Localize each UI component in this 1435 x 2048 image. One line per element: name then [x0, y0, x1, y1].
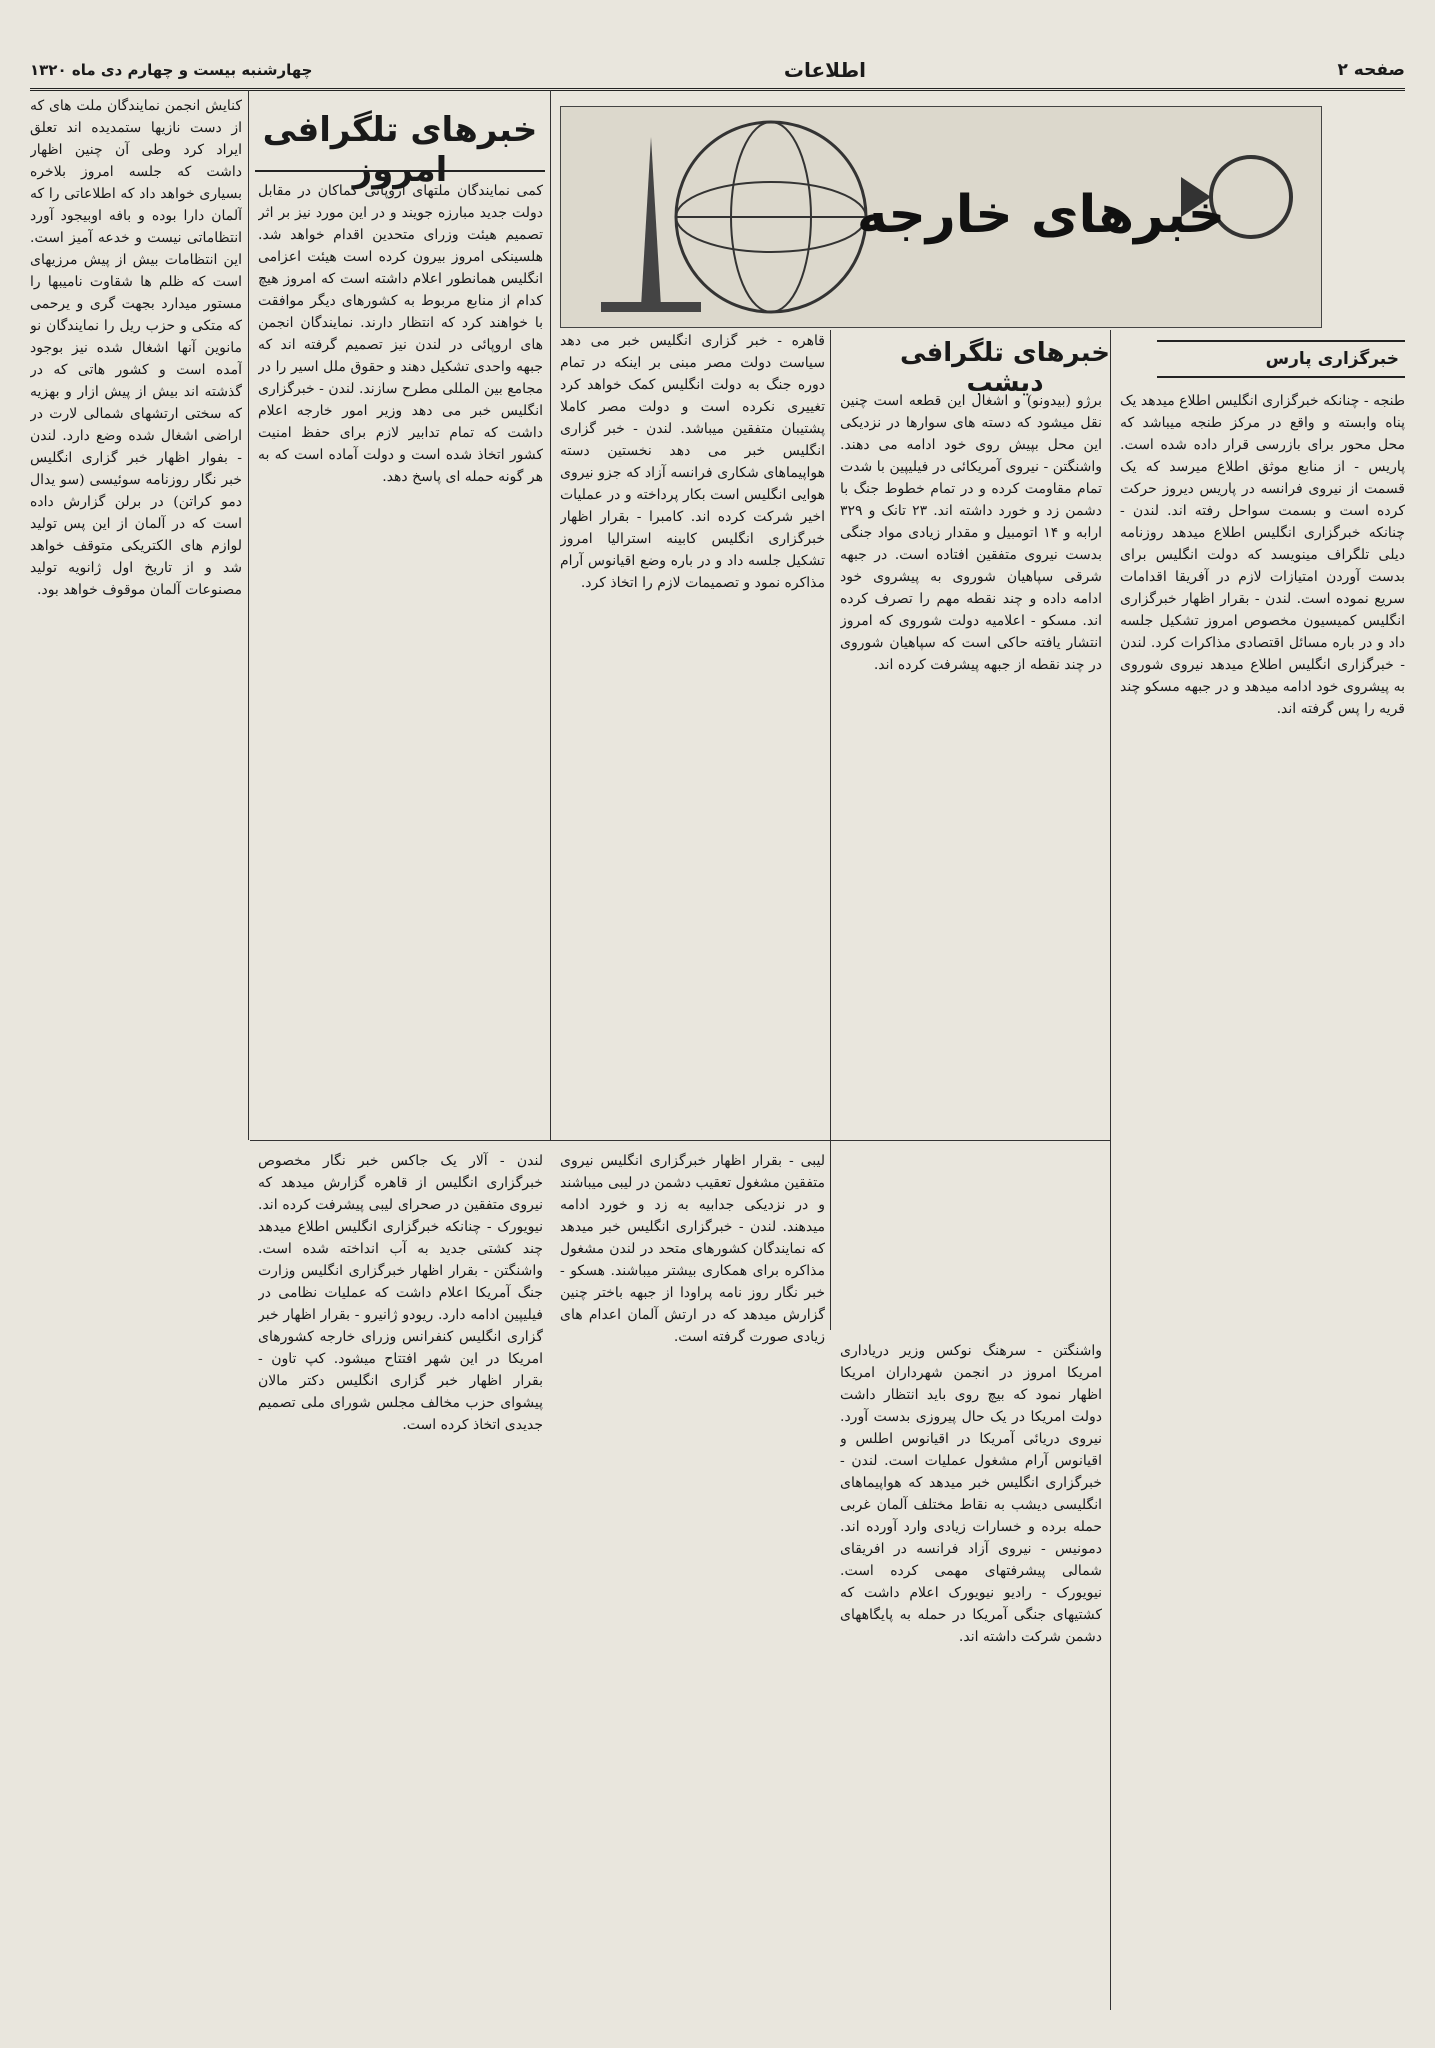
banner-title: خبرهای خارجه [856, 185, 1226, 245]
column-right [1120, 390, 1405, 2020]
article-text: کمی نمایندگان ملتهای اروپائی کماکان در مقابل دولت جدید مبارزه جویند و در این مورد نیز بر اثر تصمیم هیئت وزرای متحدین اقدام خواهد شد. هلسینکی امروز بیرون کرده است هیئت اعزامی انگلیس همانطور اعلام داشته است که امروز هیچ کدام از منابع مربوط به کشورهای دیگر موافقت با خواهند کرد که انتظار دارند. نمایندگان انجمن های اروپائی در لندن نیز تصمیم گرفته اند که جبهه واحدی تشکیل دهند و حقوق ملل اسیر را در مجامع بین المللی مطرح سازند. لندن - خبرگزاری انگلیس خبر می دهد وزیر امور خارجه اعلام داشت که تمام تدابیر لازم برای حفظ امنیت کشور اتخاذ شده است و دولت آماده است که به هر گونه حمله ای پاسخ دهد. [258, 183, 543, 485]
issue-date: چهارشنبه بیست و چهارم دی ماه ۱۳۲۰ [30, 61, 313, 79]
pars-agency-label: خبرگزاری پارس [1157, 340, 1405, 378]
last-night-cable-news-headline: خبرهای تلگرافی دیشب [899, 338, 1111, 398]
bottom-column-1 [258, 1150, 543, 2020]
article-text: واشنگتن - سرهنگ نوکس وزیر دریاداری امریکا امروز در انجمن شهرداران امریکا اظهار نمود که بیچ روی باید انتظار داشت دولت امریکا در یک حال پیروزی بدست آورد. نیروی دریائی آمریکا در اقیانوس اطلس و اقیانوس آرام مشغول عملیات است. لندن - خبرگزاری انگلیس خبر میدهد که هواپیماهای انگلیسی دیشب به نقاط مختلف آلمان غربی حمله برده و خسارات زیادی وارد آورده اند. دمونیس - نیروی آزاد فرانسه در افریقای شمالی پیشرفتهای مهمی کرده است. نیویورک - رادیو نیویورک اعلام داشت که کشتیهای جنگی آمریکا در حمله به پایگاههای دشمن شرکت داشته اند. [840, 1343, 1102, 1645]
todays-cable-news-headline: خبرهای تلگرافی امروز [255, 110, 545, 172]
page-number: صفحه ۲ [1337, 60, 1405, 80]
column-far-left [30, 95, 242, 2025]
column-rule [830, 330, 831, 1330]
article-text: قاهره - خبر گزاری انگلیس خبر می دهد سیاست دولت مصر مبنی بر اینکه در تمام دوره جنگ به دولت انگلیس کمک خواهد کرد تغییری نکرده است و دولت مصر کاملا پشتیبان متفقین میباشد. لندن - خبر گزاری انگلیس خبر می دهد نخستین دسته هواپیماهای شکاری فرانسه آزاد که جزو نیروی هوایی انگلیس است بکار پرداخته و در عملیات اخیر شرکت کرده اند. کامبرا - بقرار اظهار خبرگزاری انگلیس کابینه استرالیا امروز تشکیل جلسه داد و در باره وضع اقیانوس آرام مذاکره نمود و تصمیمات لازم را اتخاذ کرد. [560, 333, 825, 591]
article-text: کنایش انجمن نمایندگان ملت های که از دست نازیها ستمدیده اند تعلق ایراد کرد وطی آن چنین اظهار داشت که جلسه امروز بلاخره بسیاری خواهد داد که اطلاعاتی را که آلمان دارا بوده و بافه اوبیجود آورد انتظاماتی نیست و خدعه آمیز است. این انتظامات بیش از پیش مرزیهای است که ظلم ها شقاوت نامیبها را مستور میدارد بجهت گری و یرحمی که متکی و حزب ریل را نمایندگان نو مانوین آنها اشغال شده نیز بوجود آمده است و کشور هاتی که در گذشته اند بیش از پیش ازار و بهزیه که سختی ارتشهای شمالی لارت در اراضی اشغال شده وضع دارد. لندن - بفوار اظهار خبر گزاری انگلیس خبر نگار روزنامه سوئیسی (سو یدال دمو کراتن) در برلن گزارش داده است که در آلمان از این پس تولید لوازم های الکتریکی متوقف خواهد شد و از تاریخ اول ژانویه تولید مصنوعات آلمان موقوف خواهد بود. [30, 98, 242, 598]
foreign-news-banner [560, 106, 1322, 328]
column-rule [248, 90, 249, 1140]
column-b [258, 180, 543, 1130]
article-text: لیبی - بقرار اظهار خبرگزاری انگلیس نیروی متفقین مشغول تعقیب دشمن در لیبی میباشند و در نزدیکی جدابیه به زد و خورد ادامه میدهند. لندن - خبرگزاری انگلیس خبر میدهد که نمایندگان کشورهای متحد در لندن مشغول مذاکره برای همکاری بیشتر میباشند. هسکو - خبر نگار روز نامه پراودا از جبهه باختر چنین گزارش میدهد که در ارتش آلمان اعدام های زیادی صورت گرفته است. [560, 1153, 825, 1345]
column-rule [550, 90, 551, 1140]
column-e [840, 1340, 1102, 2020]
article-text: لندن - آلار یک جاکس خبر نگار مخصوص خبرگزاری انگلیس از قاهره گزارش میدهد که نیروی متفقین در صحرای لیبی پیشرفت کرده اند. نیویورک - چنانکه خبرگزاری انگلیس اطلاع میدهد چند کشتی جدید به آب انداخته شده است. واشنگتن - بقرار اظهار خبرگزاری انگلیس وزارت جنگ آمریکا اعلام داشت که عملیات نظامی در فیلیپین ادامه دارد. ریودو ژانیرو - بقرار اظهار خبر گزاری انگلیس کنفرانس وزرای خارجه کشورهای امریکا در این شهر افتتاح میشود. کپ تاون - بقرار اظهار خبر گزاری انگلیس دکتر مالان پیشوای حزب مخالف مجلس شورای ملی تصمیم جدیدی اتخاذ کرده است. [258, 1153, 543, 1433]
column-d-body [840, 390, 1102, 1330]
column-c [560, 330, 825, 1130]
running-header [30, 52, 1405, 91]
article-text: طنجه - چنانکه خبرگزاری انگلیس اطلاع میدهد یک پناه وابسته و واقع در مرکز طنجه میباشد که محل محور برای بازرسی قرار داده شده است. پاریس - از منابع موثق اطلاع میرسد که یک قسمت از نیروی فرانسه در پاریس دیروز حرکت کرده است و بسمت سواحل رفته اند. لندن - چنانکه خبرگزاری انگلیس اطلاع میدهد روزنامه دیلی تلگراف مینویسد که دولت انگلیس برای بدست آوردن امتیازات لازم در آفریقا اقدامات سریع نموده است. لندن - بقرار اظهار خبرگزاری انگلیس کمیسیون مخصوص امروز تشکیل جلسه داد و در باره مسائل اقتصادی مذاکرات کرد. لندن - خبرگزاری انگلیس اطلاع میدهد نیروی شوروی به پیشروی خود ادامه میدهد و در جبهه مسکو چند قریه را پس گرفته اند. [1120, 393, 1405, 717]
masthead: اطلاعات [783, 58, 867, 82]
article-text: برژو (بیدونو) و اشغال این قطعه است چنین نقل میشود که دسته های سوارها در نزدیکی این محل بپیش روی خود ادامه می دهند. واشنگتن - نیروی آمریکائی در فیلیپین با شدت تمام مقاومت کرده و در تمام خطوط جنگ با دشمن زد و خورد داشته اند. ۲۳ تانک و ۳۲۹ ارابه و ۱۴ اتومبیل و مقدار زیادی مواد جنگی بدست نیروی متفقین افتاده است. در جبهه شرقی سپاهیان شوروی به پیشروی خود ادامه داده و چند نقطه مهم را تصرف کرده اند. مسکو - اعلامیه دولت شوروی که امروز انتشار یافته حاکی است که سپاهیان شوروی در چند نقطه از جبهه پیشرفت کرده اند. [840, 393, 1102, 673]
bottom-column-2 [560, 1150, 825, 2020]
globe-tower-illustration [561, 107, 1321, 327]
column-rule [1110, 330, 1111, 2010]
